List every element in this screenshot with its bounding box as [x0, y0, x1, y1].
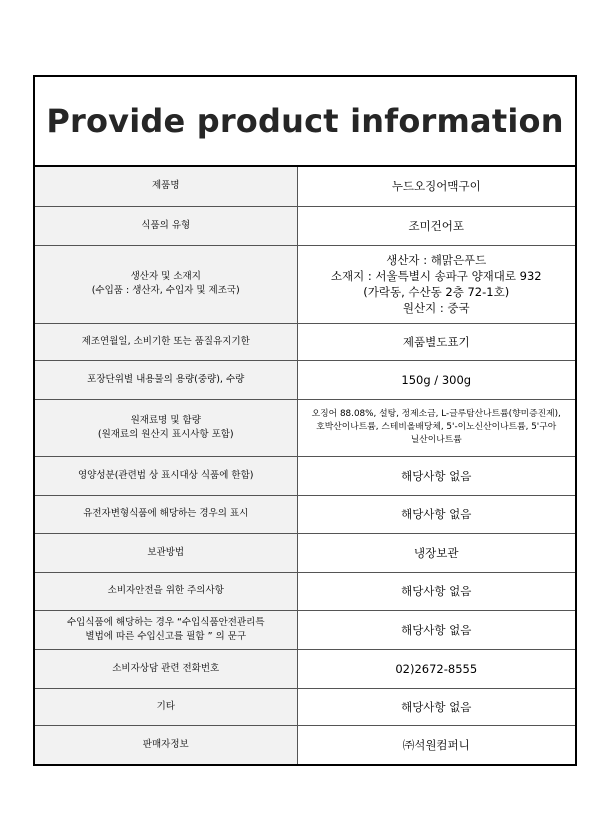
value-line: 원산지 : 중국: [402, 301, 470, 315]
label-line: 식품의 유형: [141, 219, 191, 231]
page-title: Provide product information: [46, 102, 564, 140]
table-row: [35, 245, 575, 323]
label-line: 원재료명 및 함량: [130, 414, 201, 426]
label-line: 영양성분(관련법 상 표시대상 식품에 한함): [77, 469, 254, 481]
row-value: [297, 456, 575, 495]
table-row: [35, 323, 575, 360]
value-line: 해당사항 없음: [401, 468, 472, 483]
value-line: 호박산이나트륨, 스테비올배당체, 5'-이노신산이나트륨, 5'구아: [316, 422, 557, 432]
row-value: [297, 360, 575, 399]
value-line: 닐산이나트륨: [410, 435, 462, 445]
value-line: 냉장보관: [414, 545, 459, 560]
table-row: [35, 572, 575, 610]
row-label: [35, 495, 297, 533]
row-label: [35, 533, 297, 572]
row-value: [297, 245, 575, 323]
row-label: [35, 456, 297, 495]
row-label: [35, 245, 297, 323]
row-value: [297, 688, 575, 725]
table-row: [35, 649, 575, 688]
value-line: 누드오징어맥구이: [391, 179, 481, 194]
row-label: [35, 610, 297, 649]
label-line: 소비자상담 관련 전화번호: [112, 662, 220, 674]
label-line: 생산자 및 소재지: [130, 271, 201, 282]
label-line: 기타: [156, 700, 175, 712]
value-line: 해당사항 없음: [401, 622, 472, 637]
row-label: [35, 399, 297, 456]
row-label: [35, 206, 297, 245]
row-value: [297, 399, 575, 456]
row-label: [35, 725, 297, 764]
value-line: (가락동, 수산동 2층 72-1호): [363, 285, 510, 299]
row-value: [297, 495, 575, 533]
row-value: [297, 167, 575, 206]
value-line: 생산자 : 해맑은푸드: [386, 253, 487, 267]
table-row: [35, 610, 575, 649]
row-value: [297, 610, 575, 649]
row-value: [297, 533, 575, 572]
info-table: [35, 167, 575, 764]
row-label: [35, 688, 297, 725]
row-label: [35, 572, 297, 610]
row-label: [35, 360, 297, 399]
label-line: (수입품 : 생산자, 수입자 및 제조국): [91, 285, 240, 296]
label-line: 포장단위별 내용물의 용량(중량), 수량: [87, 373, 245, 385]
label-line: 수입식품에 해당하는 경우 “수입식품안전관리특: [66, 616, 265, 628]
row-value: [297, 572, 575, 610]
table-row: [35, 399, 575, 456]
label-line: 별법에 따른 수입신고를 필함 ” 의 문구: [85, 630, 247, 642]
value-line: 150g / 300g: [401, 372, 472, 387]
label-line: 유전자변형식품에 해당하는 경우의 표시: [83, 508, 249, 519]
table-row: [35, 456, 575, 495]
title-box: [35, 77, 575, 167]
value-line: 해당사항 없음: [401, 584, 472, 598]
row-value: [297, 725, 575, 764]
label-line: 소비자안전을 위한 주의사항: [107, 585, 224, 596]
row-label: [35, 323, 297, 360]
value-line: ㈜석원컴퍼니: [402, 737, 470, 752]
value-line: 해당사항 없음: [401, 507, 472, 521]
label-line: 제품명: [151, 180, 180, 192]
table-row: [35, 533, 575, 572]
table-row: [35, 206, 575, 245]
table-row: [35, 725, 575, 764]
product-info-sheet: [33, 75, 577, 766]
value-line: 02)2672-8555: [395, 661, 478, 676]
value-line: 제품별도표기: [402, 334, 470, 349]
label-line: 판매자정보: [142, 738, 189, 750]
table-row: [35, 360, 575, 399]
value-line: 소재지 : 서울특별시 송파구 양재대로 932: [330, 269, 542, 283]
label-line: (원재료의 원산지 표시사항 포함): [97, 428, 234, 440]
value-line: 오징어 88.08%, 설탕, 정제소금, L-글루탐산나트륨(향미증진제),: [311, 409, 561, 419]
row-value: [297, 323, 575, 360]
table-row: [35, 495, 575, 533]
table-row: [35, 167, 575, 206]
table-row: [35, 688, 575, 725]
label-line: 보관방법: [147, 546, 185, 558]
row-label: [35, 167, 297, 206]
row-label: [35, 649, 297, 688]
row-value: [297, 649, 575, 688]
row-value: [297, 206, 575, 245]
value-line: 해당사항 없음: [401, 699, 472, 714]
label-line: 제조연월일, 소비기한 또는 품질유지기한: [81, 335, 250, 347]
value-line: 조미건어포: [408, 218, 465, 233]
